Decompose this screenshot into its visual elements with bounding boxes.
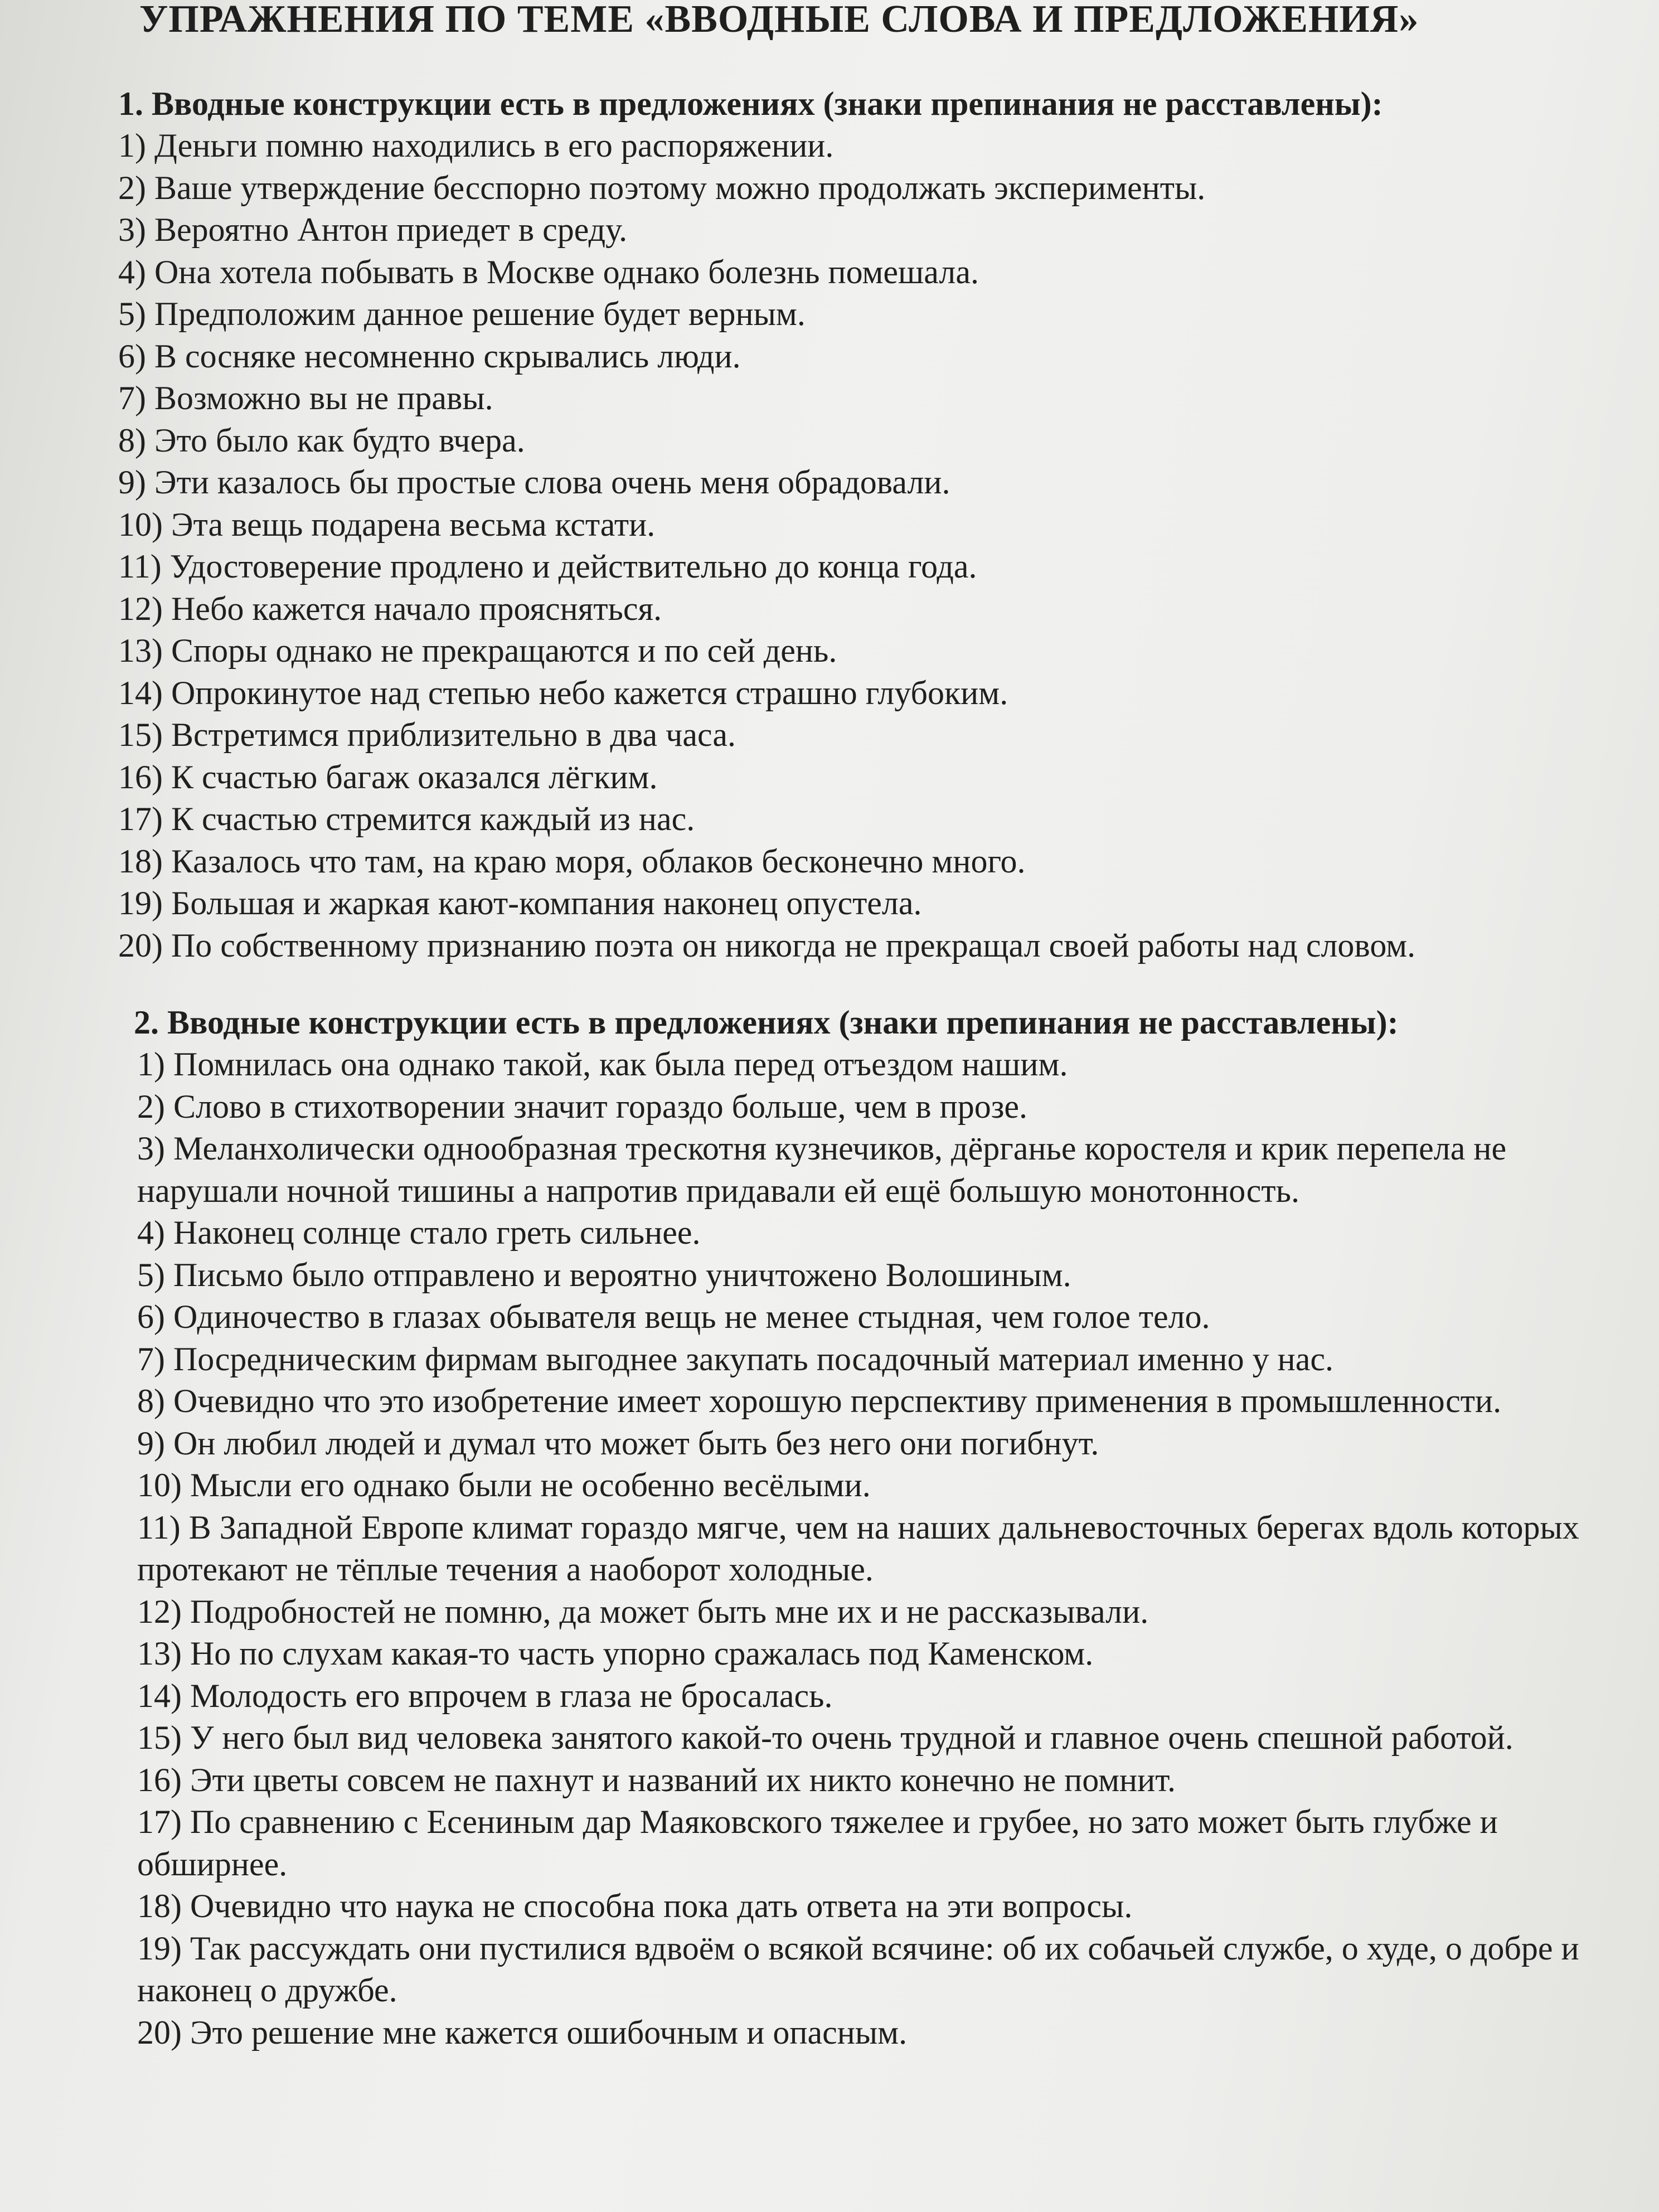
exercise-item: 19) Большая и жаркая кают-компания наконец опустела.	[118, 885, 922, 921]
exercise-item: 18) Очевидно что наука не способна пока дать ответа на эти вопросы.	[137, 1888, 1133, 1924]
exercise-item: 13) Но по слухам какая-то часть упорно сражалась под Каменском.	[137, 1635, 1094, 1672]
section-heading: 1. Вводные конструкции есть в предложениях (знаки препинания не расставлены):	[118, 85, 1383, 122]
exercise-item: 17) По сравнению с Есениным дар Маяковского тяжелее и грубее, но зато может быть глубже и обширнее.	[137, 1803, 1498, 1883]
exercise-item: 3) Меланхолически однообразная трескотня кузнечиков, дёрганье коростеля и крик перепела не нарушали ночной тишины а напротив придавали ей ещё большую монотонность.	[137, 1130, 1507, 1209]
page-title: УПРАЖНЕНИЯ ПО ТЕМЕ «ВВОДНЫЕ СЛОВА И ПРЕДЛОЖЕНИЯ»	[139, 0, 1419, 41]
exercise-item: 17) К счастью стремится каждый из нас.	[118, 801, 695, 837]
exercise-item: 11) Удостоверение продлено и действительно до конца года.	[118, 548, 977, 585]
exercise-item: 20) Это решение мне кажется ошибочным и опасным.	[137, 2014, 908, 2051]
exercise-item: 11) В Западной Европе климат гораздо мягче, чем на наших дальневосточных берегах вдоль которых протекают не тёплые течения а наоборот холодные.	[137, 1508, 1579, 1588]
exercise-item: 2) Слово в стихотворении значит гораздо больше, чем в прозе.	[137, 1088, 1028, 1125]
exercise-item: 1) Помнилась она однако такой, как была перед отъездом нашим.	[137, 1046, 1068, 1083]
exercise-item: 8) Это было как будто вчера.	[118, 421, 525, 459]
section-heading: 2. Вводные конструкции есть в предложениях (знаки препинания не расставлены):	[134, 1004, 1399, 1041]
exercise-item: 16) Эти цветы совсем не пахнут и названий их никто конечно не помнит.	[137, 1761, 1176, 1798]
exercise-item: 18) Казалось что там, на краю моря, облаков бесконечно много.	[118, 842, 1026, 880]
exercise-item: 5) Письмо было отправлено и вероятно уничтожено Волошиным.	[137, 1256, 1071, 1293]
exercise-item: 4) Она хотела побывать в Москве однако болезнь помешала.	[118, 253, 979, 290]
exercise-item: 2) Ваше утверждение бесспорно поэтому можно продолжать эксперименты.	[118, 169, 1206, 206]
exercise-item: 15) Встретимся приблизительно в два часа.	[118, 716, 736, 753]
exercise-item: 14) Опрокинутое над степью небо кажется страшно глубоким.	[118, 674, 1008, 711]
exercise-item: 13) Споры однако не прекращаются и по сей день.	[118, 632, 837, 669]
exercise-item: 7) Возможно вы не правы.	[118, 380, 493, 416]
exercise-item: 7) Посредническим фирмам выгоднее закупать посадочный материал именно у нас.	[137, 1340, 1334, 1377]
exercise-item: 19) Так рассуждать они пустилися вдвоём о всякой всячине: об их собачьей службе, о худе, о добре и наконец о дружбе.	[137, 1929, 1579, 2009]
exercise-item: 5) Предположим данное решение будет верным.	[118, 295, 806, 332]
exercise-item: 15) У него был вид человека занятого какой-то очень трудной и главное очень спешной работой.	[137, 1719, 1514, 1756]
exercise-item: 10) Эта вещь подарена весьма кстати.	[118, 506, 656, 543]
exercise-item: 9) Эти казалось бы простые слова очень меня обрадовали.	[118, 464, 950, 501]
exercise-item: 8) Очевидно что это изобретение имеет хорошую перспективу применения в промышленности.	[137, 1382, 1502, 1419]
exercise-item: 3) Вероятно Антон приедет в среду.	[118, 211, 628, 248]
exercise-item: 6) В сосняке несомненно скрывались люди.	[118, 337, 741, 375]
exercise-item: 16) К счастью багаж оказался лёгким.	[118, 758, 658, 795]
exercise-item: 12) Подробностей не помню, да может быть мне их и не рассказывали.	[137, 1593, 1149, 1630]
exercise-item: 6) Одиночество в глазах обывателя вещь не менее стыдная, чем голое тело.	[137, 1298, 1210, 1335]
exercise-item: 20) По собственному признанию поэта он никогда не прекращал своей работы над словом.	[118, 926, 1416, 964]
exercise-item: 14) Молодость его впрочем в глаза не бросалась.	[137, 1677, 833, 1714]
exercise-item: 12) Небо кажется начало проясняться.	[118, 590, 662, 627]
exercise-section-1	[118, 83, 1657, 967]
exercise-item: 4) Наконец солнце стало греть сильнее.	[137, 1214, 701, 1251]
exercise-section-2	[134, 1001, 1659, 2054]
exercise-item: 9) Он любил людей и думал что может быть без него они погибнут.	[137, 1424, 1099, 1462]
exercise-item: 10) Мысли его однако были не особенно весёлыми.	[137, 1467, 871, 1503]
exercise-item: 1) Деньги помню находились в его распоряжении.	[118, 127, 834, 164]
